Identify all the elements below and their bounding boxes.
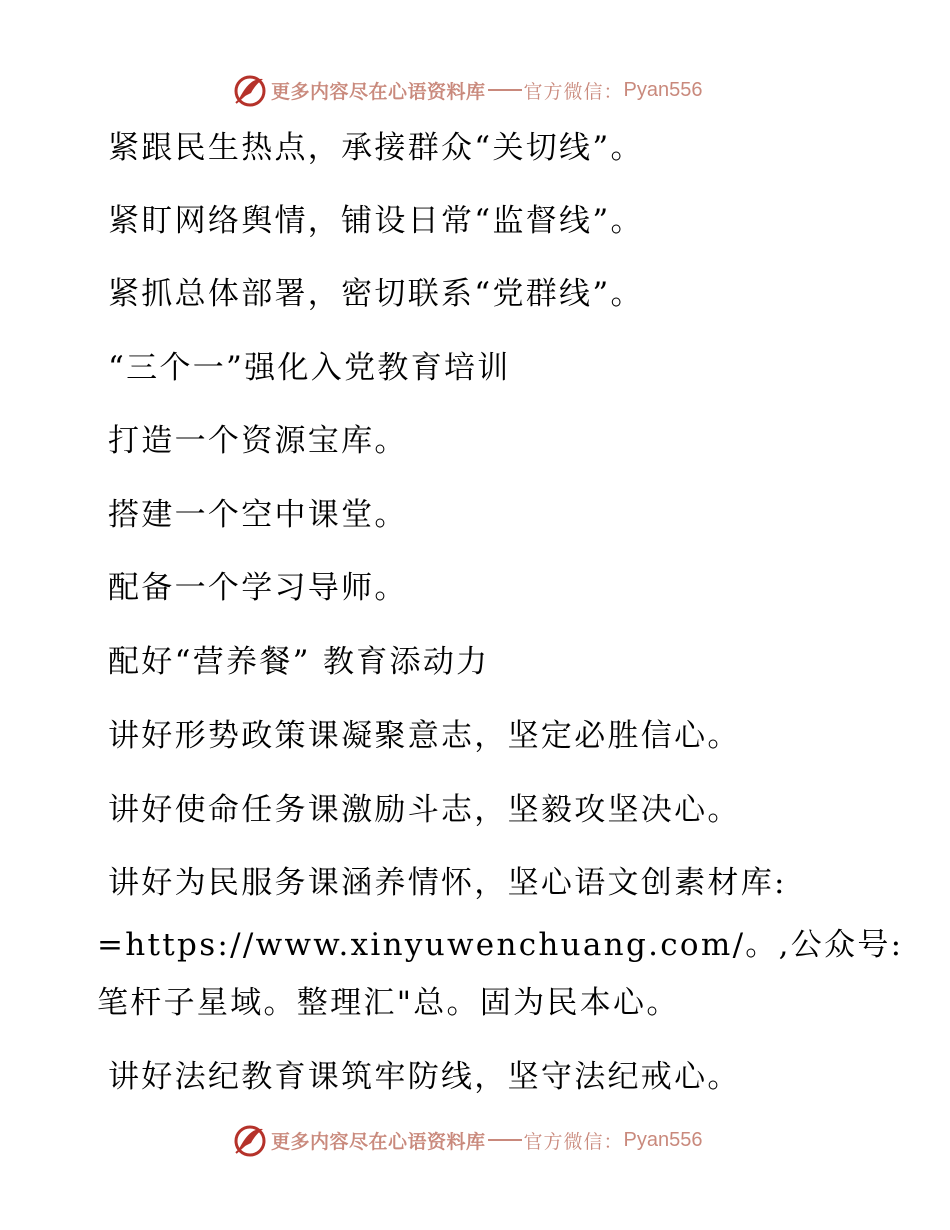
body-line: =https://www.xinyuwenchuang.com/。,公众号: — [97, 927, 904, 963]
section-heading: 配好“营养餐” 教育添动力 — [108, 644, 490, 680]
header-banner — [233, 70, 703, 110]
body-line: 搭建一个空中课堂。 — [108, 497, 408, 533]
body-line: 紧抓总体部署，密切联系“党群线”。 — [108, 276, 644, 312]
header-banner-wechat-id: Pyan556 — [623, 78, 703, 101]
footer-banner-text: 更多内容尽在心语资料库 — [271, 1130, 486, 1153]
body-line: 打造一个资源宝库。 — [108, 423, 408, 459]
body-line: 讲好形势政策课凝聚意志，坚定必胜信心。 — [108, 718, 741, 754]
pen-logo-icon — [233, 1123, 267, 1157]
section-heading: “三个一”强化入党教育培训 — [108, 350, 511, 386]
body-line: 讲好使命任务课激励斗志，坚毅攻坚决心。 — [108, 792, 741, 828]
header-banner-official: 官方微信： — [523, 80, 624, 103]
footer-banner — [233, 1120, 703, 1160]
body-line: 讲好为民服务课涵养情怀，坚心语文创素材库: — [108, 865, 787, 901]
header-banner-text: 更多内容尽在心语资料库 — [271, 80, 486, 103]
footer-banner-official: 官方微信： — [523, 1130, 624, 1153]
header-banner-dash — [488, 89, 522, 91]
body-line: 讲好法纪教育课筑牢防线，坚守法纪戒心。 — [108, 1059, 741, 1095]
body-line: 紧盯网络舆情，铺设日常“监督线”。 — [108, 203, 644, 239]
body-line: 笔杆子星域。整理汇"总。固为民本心。 — [97, 985, 680, 1021]
footer-banner-wechat-id: Pyan556 — [623, 1128, 703, 1151]
body-line: 配备一个学习导师。 — [108, 570, 408, 606]
pen-logo-icon — [233, 73, 267, 107]
footer-banner-dash — [488, 1139, 522, 1141]
body-line: 紧跟民生热点，承接群众“关切线”。 — [108, 130, 644, 166]
